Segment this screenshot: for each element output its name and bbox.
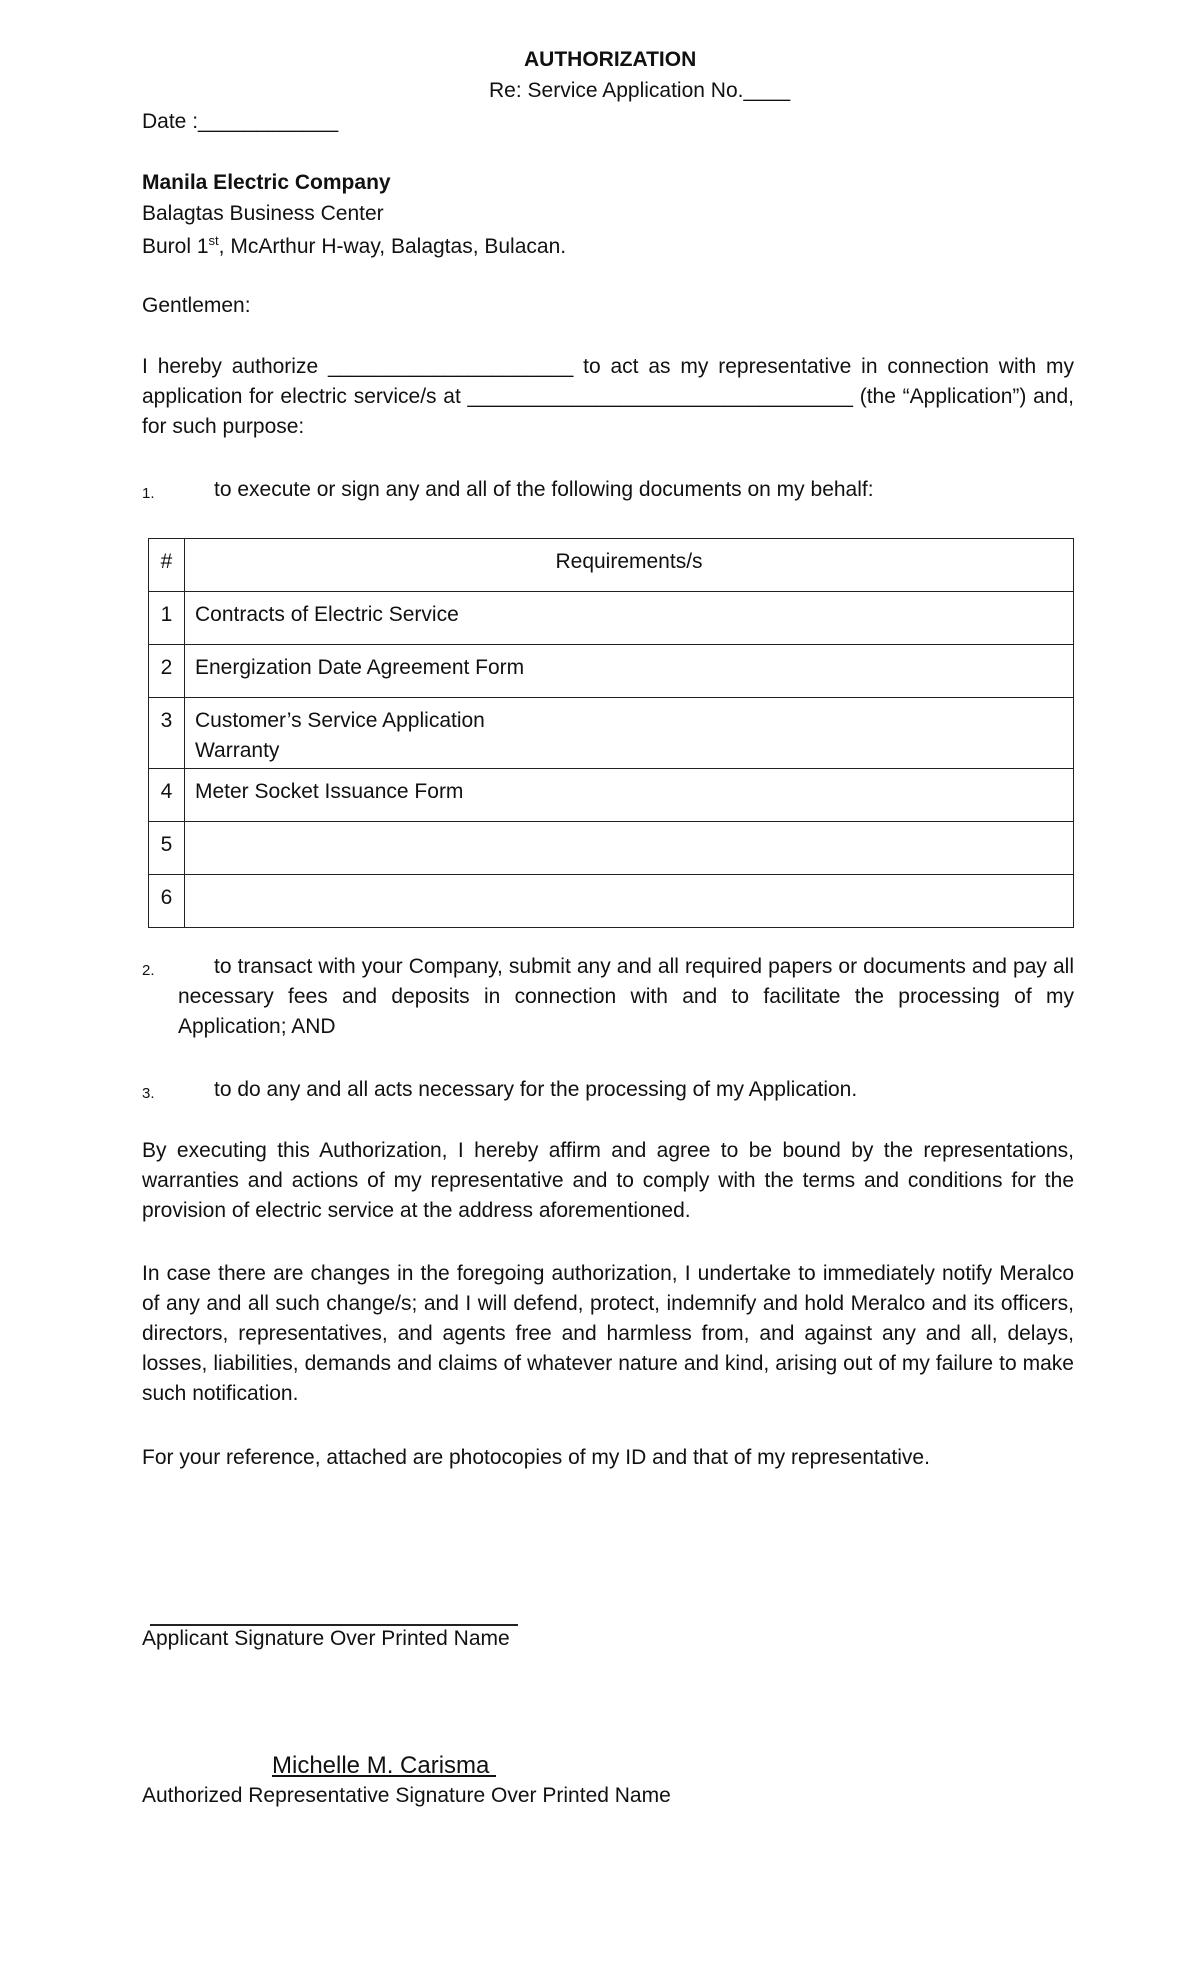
representative-printed-name: Michelle M. Carisma	[272, 1752, 497, 1779]
table-row	[149, 875, 1074, 928]
column-header-requirements: Requirements/s	[185, 539, 1074, 592]
table-row	[149, 592, 1074, 645]
applicant-signature-line	[150, 1624, 518, 1626]
row-requirement: Customer’s Service Application Warranty	[185, 698, 1074, 769]
date-line: Date :____________	[142, 110, 339, 133]
item-2-text: to transact with your Company, submit any and all required papers or documents and pay all necessary fees and deposits in connection with and to facilitate the processing of my Application; AND	[178, 955, 1074, 1038]
representative-signature-caption: Authorized Representative Signature Over Printed Name	[142, 1784, 671, 1807]
affirmation-paragraph: By executing this Authorization, I hereby affirm and agree to be bound by the representations, warranties and actions of my representative and to comply with the terms and conditions for the provision of electric service at the address aforementioned.	[142, 1139, 1074, 1222]
salutation: Gentlemen:	[142, 294, 251, 317]
row-requirement	[185, 875, 1074, 928]
requirements-table	[148, 538, 1074, 928]
row-number: 4	[149, 769, 185, 822]
row-requirement: Meter Socket Issuance Form	[185, 769, 1074, 822]
row-requirement: Energization Date Agreement Form	[185, 645, 1074, 698]
item-1-text: to execute or sign any and all of the following documents on my behalf:	[214, 478, 874, 501]
item-2-number: 2.	[142, 962, 155, 979]
column-header-number: #	[149, 539, 185, 592]
table-header-row	[149, 539, 1074, 592]
addressee-company: Manila Electric Company	[142, 171, 391, 194]
row-number: 2	[149, 645, 185, 698]
addressee-office: Balagtas Business Center	[142, 202, 384, 225]
row-number: 1	[149, 592, 185, 645]
applicant-signature-caption: Applicant Signature Over Printed Name	[142, 1627, 510, 1650]
table-row	[149, 822, 1074, 875]
row-number: 5	[149, 822, 185, 875]
intro-paragraph: I hereby authorize _____________________ to act as my representative in connection with my application for electric service/s at _________________________________ (the “Application”) and, for such purpose:	[142, 355, 1074, 438]
item-3-text: to do any and all acts necessary for the processing of my Application.	[214, 1078, 858, 1101]
row-number: 3	[149, 698, 185, 769]
row-number: 6	[149, 875, 185, 928]
document-title: AUTHORIZATION	[524, 48, 697, 71]
changes-paragraph: In case there are changes in the foregoing authorization, I undertake to immediately notify Meralco of any and all such change/s; and I will defend, protect, indemnify and hold Meralco and its officers, directors, representatives, and agents free and harmless from, and against any and all, delays, losses, liabilities, demands and claims of whatever nature and kind, arising out of my failure to make such notification.	[142, 1262, 1074, 1405]
reference-paragraph: For your reference, attached are photocopies of my ID and that of my representative.	[142, 1446, 930, 1469]
addressee-address: Burol 1st, McArthur H-way, Balagtas, Bulacan.	[142, 233, 567, 258]
row-requirement	[185, 822, 1074, 875]
table-row	[149, 698, 1074, 769]
item-1-number: 1.	[142, 485, 155, 502]
service-application-ref: Re: Service Application No.____	[489, 79, 791, 102]
row-requirement: Contracts of Electric Service	[185, 592, 1074, 645]
table-row	[149, 769, 1074, 822]
item-3-number: 3.	[142, 1085, 155, 1102]
table-row	[149, 645, 1074, 698]
